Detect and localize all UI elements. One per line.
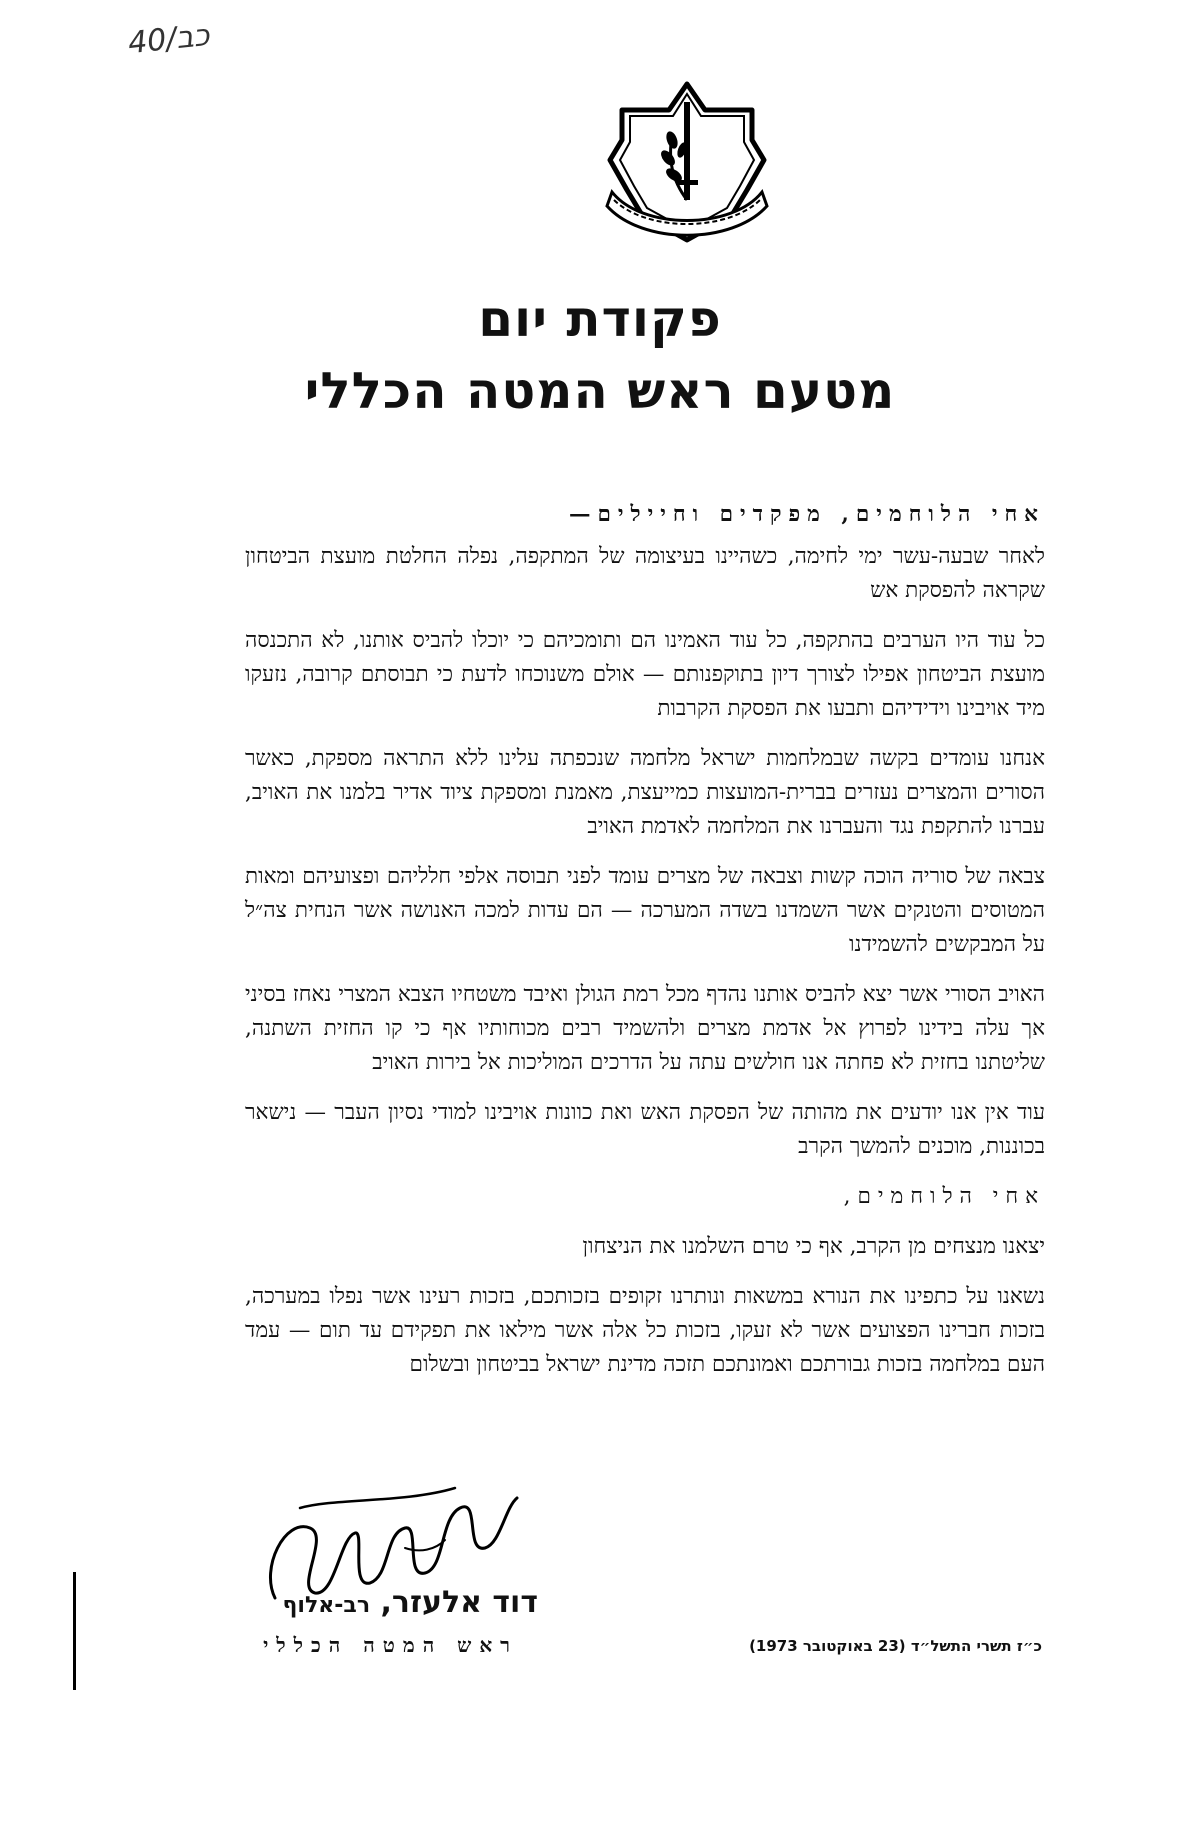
signatory-fullname: דוד אלעזר, bbox=[380, 1585, 538, 1620]
document-subtitle: מטעם ראש המטה הכללי bbox=[304, 362, 896, 420]
paragraph: אנחנו עומדים בקשה שבמלחמות ישראל מלחמה שנכפתה עלינו ללא התראה מספקת, כאשר הסורים והמצרים נעזרים בברית-המועצות כמייעצת, מאמנת ומספקת ציוד אדיר בלמנו את האויב, עברנו להתקפת נגד והעברנו את המלחמה לאדמת האויב bbox=[245, 746, 1045, 839]
margin-mark bbox=[73, 1572, 76, 1690]
paragraph: צבאה של סוריה הוכה קשות וצבאה של מצרים עומד לפני תבוסה אלפי חלליהם ופצועיהם ומאות המטוסים והטנקים אשר השמדנו בשדה המערכה — הם עדות למכה האנושה אשר הנחית צה״ל על המבקשים להשמידנו bbox=[245, 864, 1045, 957]
document-date: כ״ז תשרי התשל״ד (23 באוקטובר 1973) bbox=[749, 1637, 1042, 1655]
signatory-role: ראש המטה הכללי bbox=[263, 1633, 518, 1657]
signatory-name bbox=[283, 1585, 538, 1620]
signatory-rank: רב-אלוף bbox=[282, 1593, 371, 1618]
document-title: פקודת יום bbox=[478, 290, 722, 348]
paragraph: לאחר שבעה-עשר ימי לחימה, כשהיינו בעיצומה של המתקפה, נפלה החלטת מועצת הביטחון שקראה להפסקת אש bbox=[245, 544, 1045, 603]
paragraph: האויב הסורי אשר יצא להביס אותנו נהדף מכל רמת הגולן ואיבד משטחיו הצבא המצרי נאחז בסיני אך עלה בידינו לפרוץ אל אדמת מצרים ולהשמיד רבים מכוחותיו אף כי קו החזית השתנה, שליטתנו בחזית לא פחתה אנו חולשים עתה על הדרכים המוליכות אל בירות האויב bbox=[245, 982, 1045, 1075]
paragraph: עוד אין אנו יודעים את מהותה של הפסקת האש ואת כוונות אויבינו למודי נסיון העבר — נישאר בכוננות, מוכנים להמשך הקרב bbox=[245, 1100, 1045, 1159]
closing-paragraph: נשאנו על כתפינו את הנורא במשאות ונותרנו זקופים בזכותכם, בזכות רעינו אשר נפלו במערכה, בזכות חברינו הפצועים אשר לא זעקו, בזכות כל אלה אשר מילאו את תפקידם עד תום — עמד העם במלחמה בזכות גבורתכם ואמונתכם תזכה מדינת ישראל בביטחון ובשלום bbox=[245, 1284, 1045, 1377]
paragraph: כל עוד היו הערבים בהתקפה, כל עוד האמינו הם ותומכיהם כי יוכלו להביס אותנו, לא התכנסה מועצת הביטחון אפילו לצורך דיון בתוקפנותם — אולם משנוכחו לדעת כי תבוסתם קרובה, נזעקו מיד אויבינו וידידיהם ותבעו את הפסקת הקרבות bbox=[245, 628, 1045, 721]
idf-emblem-icon bbox=[602, 80, 772, 250]
document-body bbox=[245, 498, 1045, 1398]
salutation: אחי הלוחמים, מפקדים וחיילים— bbox=[568, 502, 1045, 527]
second-salutation: אחי הלוחמים, bbox=[843, 1184, 1045, 1209]
handwritten-note: 40/כב bbox=[126, 17, 212, 62]
closing-paragraph: יצאנו מנצחים מן הקרב, אף כי טרם השלמנו את הניצחון bbox=[582, 1234, 1045, 1259]
